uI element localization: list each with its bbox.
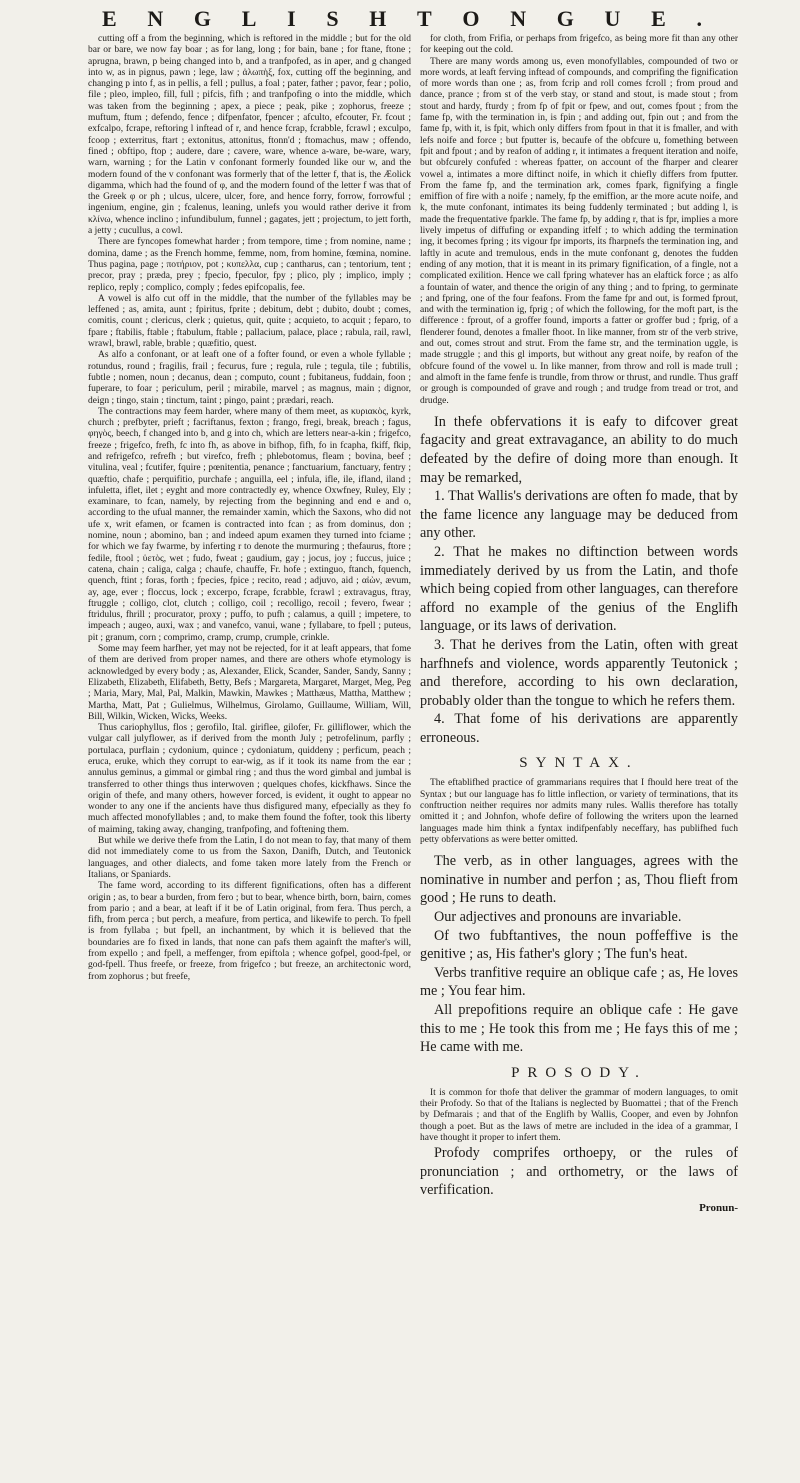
- paragraph: There are many words among us, even monofyllables, compounded of two or more words, at leaft ferving inftead of compounds, and comprifing the fignification of more words than one ; as, from fcrip and roll comes fcroll ; from proud and dance, prance ; from st of the verb stay, or stand and stout, is made stout ; from stout and hardy, fturdy ; from fp of fpit or fpew, and out, comes fpout ; from the fame fp, with the termination in, is fpin ; and adding out, fpin out ; and from the fame fp, with it, is fpit, which only differs from fpout in that it is fmaller, and with lefs noife and force ; but fputter is, becaufe of the obfcure u, fomething between fpit and fpout ; and by reafon of adding r, it intimates a frequent iteration and noife, but obfcurely confufed : whereas fpatter, on account of the fharper and clearer vowel a, intimates a more diftinct noife, in which it chiefly differs from fputter. From the fame fp, and the termination ark, comes fpark, fignifying a fingle emiffion of fire with a noife ; namely, fp the emiffion, ar the more acute noife, and k, the mute confonant, intimates its being fuddenly terminated ; but adding l, is made the frequentative fparkle. The fame fp, by adding r, that is fpr, implies a more lively impetus of diffufing or expanding itfelf ; to which adding the termination ing, it becomes fpring ; its vigour fpr imports, its fharpnefs the termination ing, and laftly in acute and tremulous, ends in the mute confonant g, denotes the fudden ending of any motion, that it is meant in its primary fignification, of a fingle, not a complicated exilition. Hence we call fpring whatever has an elaftick force ; as alfo a fountain of water, and thence the origin of any thing ; and to fpring, to germinate ; and fpring, one of the four feafons. From the fame fpr and out, is formed fprout, and with the termination ig, fprig ; of which the following, for the moft part, is the difference : fprout, of a groffer found, imports a fatter or groffer bud ; fprig, of a flenderer found, denotes a fmaller fhoot. In like manner, from str of the verb strive, and out, comes strout and strut. From the fame str, and the termination uggle, is made struggle ; and this gl imports, but without any great noife, by reafon of the obfcure found of the vowel u. In like manner, from throw and roll is made trull ; and almoft in the fame fenfe is trundle, from throw or thrust, and rundle. Thus graff or grough is compounded of grave and rough ; and trudge from tread or trot, and drudge.: [420, 56, 738, 406]
- running-head-letter: E: [651, 6, 666, 31]
- running-head-letter: G: [556, 6, 574, 31]
- paragraph: cutting off a from the beginning, which is reftored in the middle ; but for the old bar or bare, we now fay boar ; as for lang, long ; for bain, bane ; for ftane, ftone ; aprugna, brawn, p being changed into b, and a tranfpofed, as in aper, and g changed into w, as in pignus, pawn ; lege, law ; ἀλωπὴξ, fox, cutting off the beginning, and changing p into f, as in pellis, a fell ; pullus, a foal ; pater, father ; pavor, fear ; polio, file ; pleo, impleo, fill, full ; pifcis, fifh ; and tranfpofing o into the middle, which was taken from the beginning ; apex, a piece ; peak, pike ; zophorus, freeze ; muftum, ftum ; defendo, fence ; difpenfator, fpencer ; afculto, efcouter, Fr. fcout ; exfcalpo, fcrape, reftoring l inftead of r, and hence fcrap, fcrabble, fcrawl ; exculpo, fcoop ; exterritus, ftart ; extonitus, attonitus, ftonn'd ; ftomachus, maw ; offendo, fined ; obftipo, ftop ; audere, dare ; cavere, ware, whence a-ware, be-ware, wary, warn, warning ; for the Latin v confonant formerly founded like our w, and the modern found of the v confonant was formerly that of the letter f, that is, the Æolick digamma, which had the found of φ, and the modern found of the letter f was that of the Greek φ or ph ; ulcus, ulcere, ulcer, fore, and hence forry, forrow, forrowful ; ingenium, engine, gin ; fcalenus, leaning, unlefs you would rather derive it from κλίνω, whence inclino ; infundibulum, funnel ; gagates, jett ; projectum, to jett forth, a jetty ; cucullus, a cowl.: [88, 34, 411, 237]
- numbered-item: 2. That he makes no diftinction between words immediately derived by us from the Latin, and thofe which being copied from other languages, can therefore afford no example of the genius of the Englifh language, or its laws of derivation.: [420, 543, 738, 635]
- paragraph: A vowel is alfo cut off in the middle, that the number of the fyllables may be leffened ; as, amita, aunt ; fpiritus, fprite ; debitum, debt ; dubito, doubt ; comes, comitis, count ; clericus, clerk ; quietus, quit, quite ; acquieto, to acquit ; feparo, to fpare ; ftabilis, ftable ; ftabulum, ftable ; pallacium, palace, place ; rabula, rail, rawl, wrawl, brawl, rable, brable ; quæfitio, quest.: [88, 293, 411, 350]
- running-head-letter: G: [193, 6, 212, 31]
- syntax-rule: Our adjectives and pronouns are invariable.: [434, 909, 682, 926]
- running-head-letter: E: [102, 6, 117, 31]
- running-head-letter: L: [241, 6, 257, 31]
- running-head-letter: T: [417, 6, 432, 31]
- running-head: [0, 6, 800, 30]
- syntax-heading: SYNTAX.: [519, 755, 639, 772]
- paragraph: Some may feem harfher, yet may not be rejected, for it at leaft appears, that fome of them are derived from proper names, and there are others whofe etymology is acknowledged by every body ; as, Alexander, Elick, Scander, Sander, Sandy, Sanny ; Elizabeth, Elizabeth, Elifabeth, Betty, Befs ; Margareta, Margaret, Marget, Meg, Peg ; Maria, Mary, Mal, Pal, Malkin, Mawkin, Mawkes ; Matthæus, Mattha, Matthew ; Martha, Matt, Pat ; Gulielmus, Wilhelmus, Girolamo, Guillaume, William, Will, Bill, Wilkin, Wicken, Wicks, Weeks.: [88, 644, 411, 722]
- running-head-letter: H: [369, 6, 387, 31]
- right-column: [420, 34, 738, 1479]
- paragraph: As alfo a confonant, or at leaft one of a fofter found, or even a whole fyllable ; rotundus, round ; fragilis, frail ; fecurus, fure ; regula, rule ; tegula, tile ; fubtilis, fubtle ; nomen, noun ; decanus, dean ; computo, count ; fubitaneus, fuddain, foon ; fuperare, to foar ; periculum, peril ; mirabile, marvel ; as magnus, main ; dignor, deign ; tingo, stain ; tinctum, taint ; pingo, paint ; prædari, reach.: [88, 350, 411, 406]
- syntax-rule: Verbs tranfitive require an oblique cafe ; as, He loves me ; You fear him.: [420, 964, 738, 1000]
- paragraph: The eftablifhed practice of grammarians requires that I fhould here treat of the Syntax ; but our language has fo little inflection, or variety of terminations, that its conftruction neither requires nor admits many rules. Wallis therefore has totally omitted it ; and Johnfon, whofe defire of following the writers upon the learned languages made him think a fyntax indifpenfably neceffary, has publifhed fuch petty obfervations as were better omitted.: [420, 778, 738, 845]
- prosody-definition: Profody comprifes orthoepy, or the rules of pronunciation ; and orthometry, or the laws of verfification.: [420, 1145, 738, 1199]
- numbered-item: 4. That fome of his derivations are apparently erroneous.: [420, 711, 738, 746]
- paragraph: Thus cariophyllus, flos ; gerofilo, Ital. giriflee, gilofer, Fr. gilliflower, which the vulgar call julyflower, as if derived from the month July ; petrofelinum, parfly ; portulaca, purflain ; cydonium, quince ; cydoniatum, quiddeny ; perficum, peach ; eruca, eruke, which they corrupt to ear-wig, as if it took its name from the ear ; annulus geminus, a gimmal or gimbal ring ; and thus the word gimbal and jumbal is transferred to other things thus interwoven ; quelques chofes, kickfhaws. Since the origin of thefe, and many others, however forced, is evident, it ought to appear no wonder to any one if the ancients have thus disfigured many, efpecially as they fo much affected monofyllables ; and, to make them found the fofter, took this liberty of maiming, taking away, changing, tranfpofing, and foftening them.: [88, 723, 411, 835]
- syntax-rule: The verb, as in other languages, agrees with the nominative in number and perfon ; as, Thou flieft from good ; He runs to death.: [420, 853, 738, 907]
- paragraph: The contractions may feem harder, where many of them meet, as κυριακὸς, kyrk, church ; prefbyter, prieft ; facriftanus, fexton ; frango, fregi, break, breach ; fagus, φηγὸς, beech, f changed into b, and g into ch, which are letters near-a-kin ; frigefco, freeze ; frigefco, frefh, fc into fh, as above in bifhop, fifh, fo in fcapha, fkiff, fkip, and refrigefco, refrefh ; but virefco, frefh ; phlebotomus, fleam ; bovina, beef ; vitulina, veal ; fcutifer, fquire ; pœnitentia, penance ; fanctuarium, fanctuary, fentry ; quæftio, chafe ; perquifitio, purchafe ; anguilla, eel ; infula, ifle, ile, ifland, iland ; infuletta, iflet, ilet ; eyght and more contractedly ey, whence Oxwfney, Ruley, Ely ; examinare, to fcan, namely, by rejecting from the beginning and end e and o, according to the ufual manner, the remainder xamin, which the Saxons, who did not ufe x, writ efamen, or fcamen is contracted into fcan ; as from dominus, don ; nomine, noun ; abomino, ban ; and indeed apum examen they turned into fciame ; for which we fay fwarme, by inferting r to denote the murmuring ; thefaurus, ftore ; fedile, ftool ; ὑετὸς, wet ; fudo, fweat ; gaudium, gay ; jocus, joy ; fuccus, juice ; catena, chain ; caliga, calga ; chaufe, chauffe, Fr. hofe ; extinguo, ftanch, fquench, quench, ftint ; foras, forth ; fpecies, fpice ; recito, read ; adjuvo, aid ; αἰὼν, ævum, ay, age, ever ; floccus, lock ; excerpo, fcrape, fcrabble, fcrawl ; extravagus, ftray, ftruggle ; colligo, clot, clutch ; colligo, coil ; recolligo, recoil ; fevero, fwear ; ftridulus, fhrill ; procurator, proxy ; puffo, to pufh ; calamus, a quill ; impetere, to impeach ; augeo, auxi, wax ; and vanefco, vanui, wane ; fyllabare, to fpell ; puteus, pit ; granum, corn ; comprimo, cramp, crump, crumple, crinkle.: [88, 406, 411, 643]
- running-head-letter: .: [696, 6, 702, 31]
- running-head-letter: S: [326, 6, 339, 31]
- numbered-item: 3. That he derives from the Latin, often with great harfhnefs and violence, words apparently Teutonick ; and therefore, according to his own declaration, probably older than the tongue to which he refers them.: [420, 636, 738, 709]
- observations-intro: In thefe obfervations it is eafy to difcover great fagacity and great extravagance, an ability to do much defeated by the defire of doing more than enough. It may be remarked,: [420, 413, 738, 486]
- paragraph: It is common for thofe that deliver the grammar of modern languages, to omit their Profody. So that of the Italians is neglected by Buomattei ; that of the French by Defmarais ; and that of the Englifh by Wallis, Cooper, and even by Johnfon though a poet. But as the laws of metre are included in the idea of a grammar, I have thought it proper to infert them.: [420, 1087, 738, 1143]
- catchword: Pronun-: [699, 1202, 738, 1215]
- running-head-letter: U: [604, 6, 621, 31]
- numbered-item: 1. That Wallis's derivations are often fo made, that by the fame licence any language may be deduced from any other.: [420, 488, 738, 542]
- running-head-letter: N: [510, 6, 527, 31]
- prosody-heading: PROSODY.: [511, 1064, 647, 1081]
- paragraph: But while we derive thefe from the Latin, I do not mean to fay, that many of them did not immediately come to us from the Saxon, Danifh, Dutch, and Teutonick languages, and other dialects, and fome taken more lately from the French or Italians, or Spaniards.: [88, 836, 411, 880]
- running-head-letter: N: [147, 6, 164, 31]
- paragraph: The fame word, according to its different fignifications, often has a different origin ; as, to bear a burden, from fero ; but to bear, whence birth, born, bairn, comes from pario ; and a bear, at leaft if it be of Latin original, from fera. Thus perch, a fifh, from perca ; but perch, a meafure, from pertica, and likewife to perch. To fpell is from fyllaba ; but fpell, an inchantment, by which it is believed that the boundaries are fo fixed in lands, that none can pafs them againft the mafter's will, from expello ; and fpell, a meffenger, from epiftola ; whence gofpel, good-fpel, or god-fpell. Thus freefe, or freeze, from frigefco ; but freeze, an architectonic word, from zophorus ; but freefe,: [88, 881, 411, 982]
- syntax-rule: All prepofitions require an oblique cafe : He gave this to me ; He took this from me ; He fays this of me ; He came with me.: [420, 1002, 738, 1056]
- paragraph: for cloth, from Frifia, or perhaps from frigefco, as being more fit than any other for keeping out the cold.: [420, 34, 738, 56]
- running-head-letter: O: [462, 6, 480, 31]
- running-head-letter: I: [287, 6, 296, 31]
- paragraph: There are fyncopes fomewhat harder ; from tempore, time ; from nomine, name ; domina, dame ; as the French homme, femme, nom, from homine, fœmina, nomine. Thus pagina, page ; ποτήριον, pot ; κυπελλα, cup ; cantharus, can ; tentorium, tent ; precor, pray ; præda, prey ; fpecio, fpeculor, fpy ; plico, ply ; implico, imply ; replico, reply ; complico, comply ; fedes epifcopalis, fee.: [88, 237, 411, 293]
- syntax-rule: Of two fubftantives, the noun poffeffive is the genitive ; as, His father's glory ; The fun's heat.: [420, 927, 738, 963]
- left-column: [88, 34, 411, 1479]
